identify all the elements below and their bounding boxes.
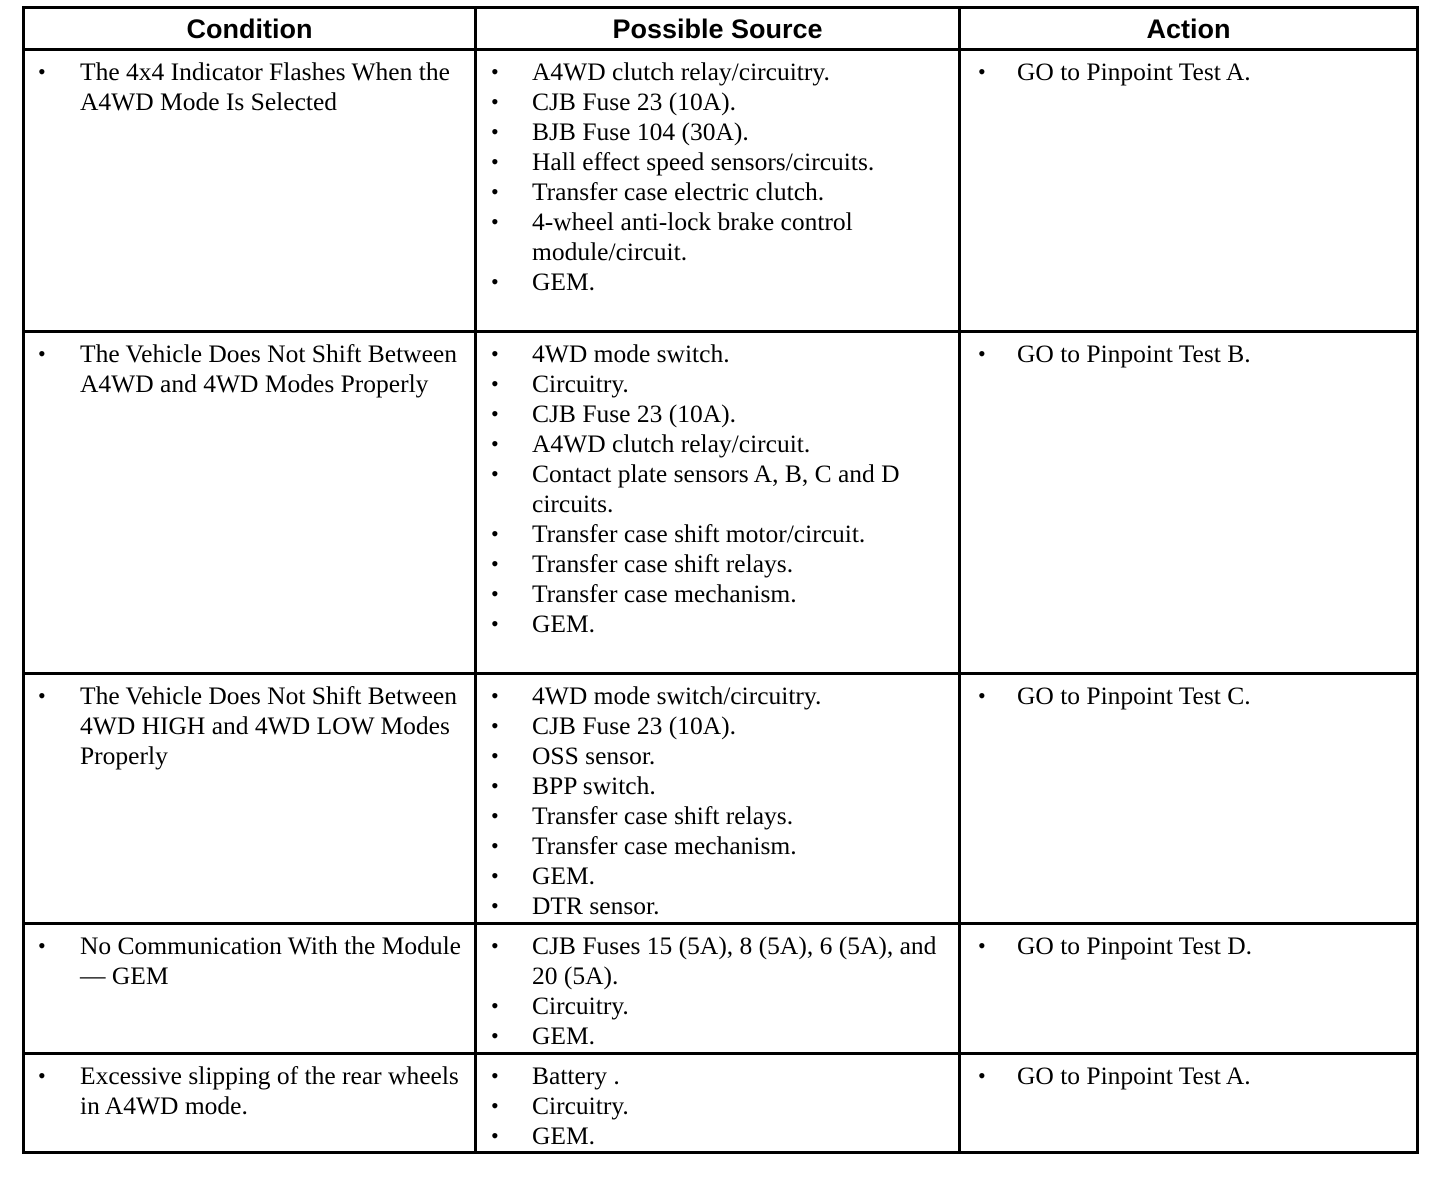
- source-item: • GEM.: [491, 861, 596, 890]
- action-cell: [960, 924, 1418, 1054]
- source-item: • BPP switch.: [491, 771, 656, 800]
- action-item: • GO to Pinpoint Test D.: [978, 931, 1253, 960]
- source-item: • CJB Fuse 23 (10A).: [491, 711, 737, 740]
- source-item: • BJB Fuse 104 (30A).: [491, 117, 749, 146]
- bullet-icon: •: [491, 179, 499, 204]
- bullet-icon: •: [491, 863, 499, 888]
- bullet-icon: •: [491, 611, 499, 636]
- source-item: • 4-wheel anti-lock brake control module/circuit.: [491, 207, 853, 266]
- bullet-icon: •: [978, 341, 986, 366]
- table-row: [24, 674, 1418, 924]
- bullet-icon: •: [491, 683, 499, 708]
- bullet-icon: •: [491, 371, 499, 396]
- source-item: • OSS sensor.: [491, 741, 656, 770]
- action-item: • GO to Pinpoint Test C.: [978, 681, 1251, 710]
- action-cell: [960, 1054, 1418, 1153]
- source-item: • Circuitry.: [491, 369, 629, 398]
- bullet-icon: •: [491, 341, 499, 366]
- source-item: • DTR sensor.: [491, 891, 660, 920]
- bullet-icon: •: [491, 581, 499, 606]
- source-item: • GEM.: [491, 1021, 596, 1050]
- header-row: [24, 8, 1418, 50]
- action-item: • GO to Pinpoint Test B.: [978, 339, 1251, 368]
- bullet-icon: •: [978, 1063, 986, 1088]
- bullet-icon: •: [491, 551, 499, 576]
- condition-item: • Excessive slipping of the rear wheels in A4WD mode.: [38, 1061, 459, 1120]
- bullet-icon: •: [491, 1063, 499, 1088]
- bullet-icon: •: [491, 803, 499, 828]
- condition-cell: [24, 50, 476, 332]
- bullet-icon: •: [978, 683, 986, 708]
- bullet-icon: •: [491, 269, 499, 294]
- header-action: Action: [960, 8, 1418, 50]
- condition-item: • The Vehicle Does Not Shift Between 4WD HIGH and 4WD LOW Modes Properly: [38, 681, 457, 770]
- bullet-icon: •: [491, 461, 499, 486]
- bullet-icon: •: [491, 833, 499, 858]
- source-cell: [476, 1054, 960, 1153]
- bullet-icon: •: [38, 341, 46, 366]
- bullet-icon: •: [491, 933, 499, 958]
- bullet-icon: •: [491, 743, 499, 768]
- source-item: • Transfer case mechanism.: [491, 579, 797, 608]
- condition-cell: [24, 1054, 476, 1153]
- source-item: • CJB Fuses 15 (5A), 8 (5A), 6 (5A), and 20 (5A).: [491, 931, 937, 990]
- bullet-icon: •: [491, 119, 499, 144]
- source-item: • CJB Fuse 23 (10A).: [491, 399, 737, 428]
- header-condition: Condition: [24, 8, 476, 50]
- condition-item: • The Vehicle Does Not Shift Between A4WD and 4WD Modes Properly: [38, 339, 457, 398]
- source-item: • A4WD clutch relay/circuit.: [491, 429, 811, 458]
- source-item: • 4WD mode switch/circuitry.: [491, 681, 822, 710]
- source-cell: [476, 674, 960, 924]
- bullet-icon: •: [491, 149, 499, 174]
- bullet-icon: •: [491, 893, 499, 918]
- bullet-icon: •: [491, 773, 499, 798]
- source-item: • CJB Fuse 23 (10A).: [491, 87, 737, 116]
- source-cell: [476, 50, 960, 332]
- bullet-icon: •: [491, 401, 499, 426]
- bullet-icon: •: [38, 933, 46, 958]
- source-item: • Transfer case shift relays.: [491, 549, 794, 578]
- bullet-icon: •: [491, 713, 499, 738]
- source-item: • Battery .: [491, 1061, 620, 1090]
- bullet-icon: •: [38, 683, 46, 708]
- bullet-icon: •: [491, 209, 499, 234]
- table-row: [24, 332, 1418, 674]
- header-possible-source: Possible Source: [476, 8, 960, 50]
- bullet-icon: •: [978, 933, 986, 958]
- source-item: • Contact plate sensors A, B, C and D circuits.: [491, 459, 900, 518]
- condition-cell: [24, 924, 476, 1054]
- condition-cell: [24, 674, 476, 924]
- source-item: • Circuitry.: [491, 1091, 629, 1120]
- source-item: • 4WD mode switch.: [491, 339, 730, 368]
- source-cell: [476, 924, 960, 1054]
- action-item: • GO to Pinpoint Test A.: [978, 1061, 1251, 1090]
- bullet-icon: •: [491, 1123, 499, 1148]
- action-cell: [960, 332, 1418, 674]
- table-row: [24, 924, 1418, 1054]
- bullet-icon: •: [491, 431, 499, 456]
- source-cell: [476, 332, 960, 674]
- source-item: • Transfer case electric clutch.: [491, 177, 825, 206]
- condition-item: • No Communication With the Module — GEM: [38, 931, 461, 990]
- table-row: [24, 1054, 1418, 1153]
- bullet-icon: •: [491, 59, 499, 84]
- condition-item: • The 4x4 Indicator Flashes When the A4WD Mode Is Selected: [38, 57, 450, 116]
- bullet-icon: •: [491, 89, 499, 114]
- bullet-icon: •: [38, 59, 46, 84]
- source-item: • GEM.: [491, 1121, 596, 1150]
- source-item: • Circuitry.: [491, 991, 629, 1020]
- bullet-icon: •: [491, 1093, 499, 1118]
- table-row: [24, 50, 1418, 332]
- condition-cell: [24, 332, 476, 674]
- source-item: • Hall effect speed sensors/circuits.: [491, 147, 875, 176]
- source-item: • Transfer case shift relays.: [491, 801, 794, 830]
- action-item: • GO to Pinpoint Test A.: [978, 57, 1251, 86]
- bullet-icon: •: [38, 1063, 46, 1088]
- bullet-icon: •: [491, 521, 499, 546]
- bullet-icon: •: [491, 1023, 499, 1048]
- source-item: • GEM.: [491, 267, 596, 296]
- bullet-icon: •: [978, 59, 986, 84]
- bullet-icon: •: [491, 993, 499, 1018]
- diagnostic-table: [22, 6, 1419, 1154]
- source-item: • Transfer case mechanism.: [491, 831, 797, 860]
- source-item: • Transfer case shift motor/circuit.: [491, 519, 866, 548]
- action-cell: [960, 674, 1418, 924]
- source-item: • A4WD clutch relay/circuitry.: [491, 57, 830, 86]
- source-item: • GEM.: [491, 609, 596, 638]
- action-cell: [960, 50, 1418, 332]
